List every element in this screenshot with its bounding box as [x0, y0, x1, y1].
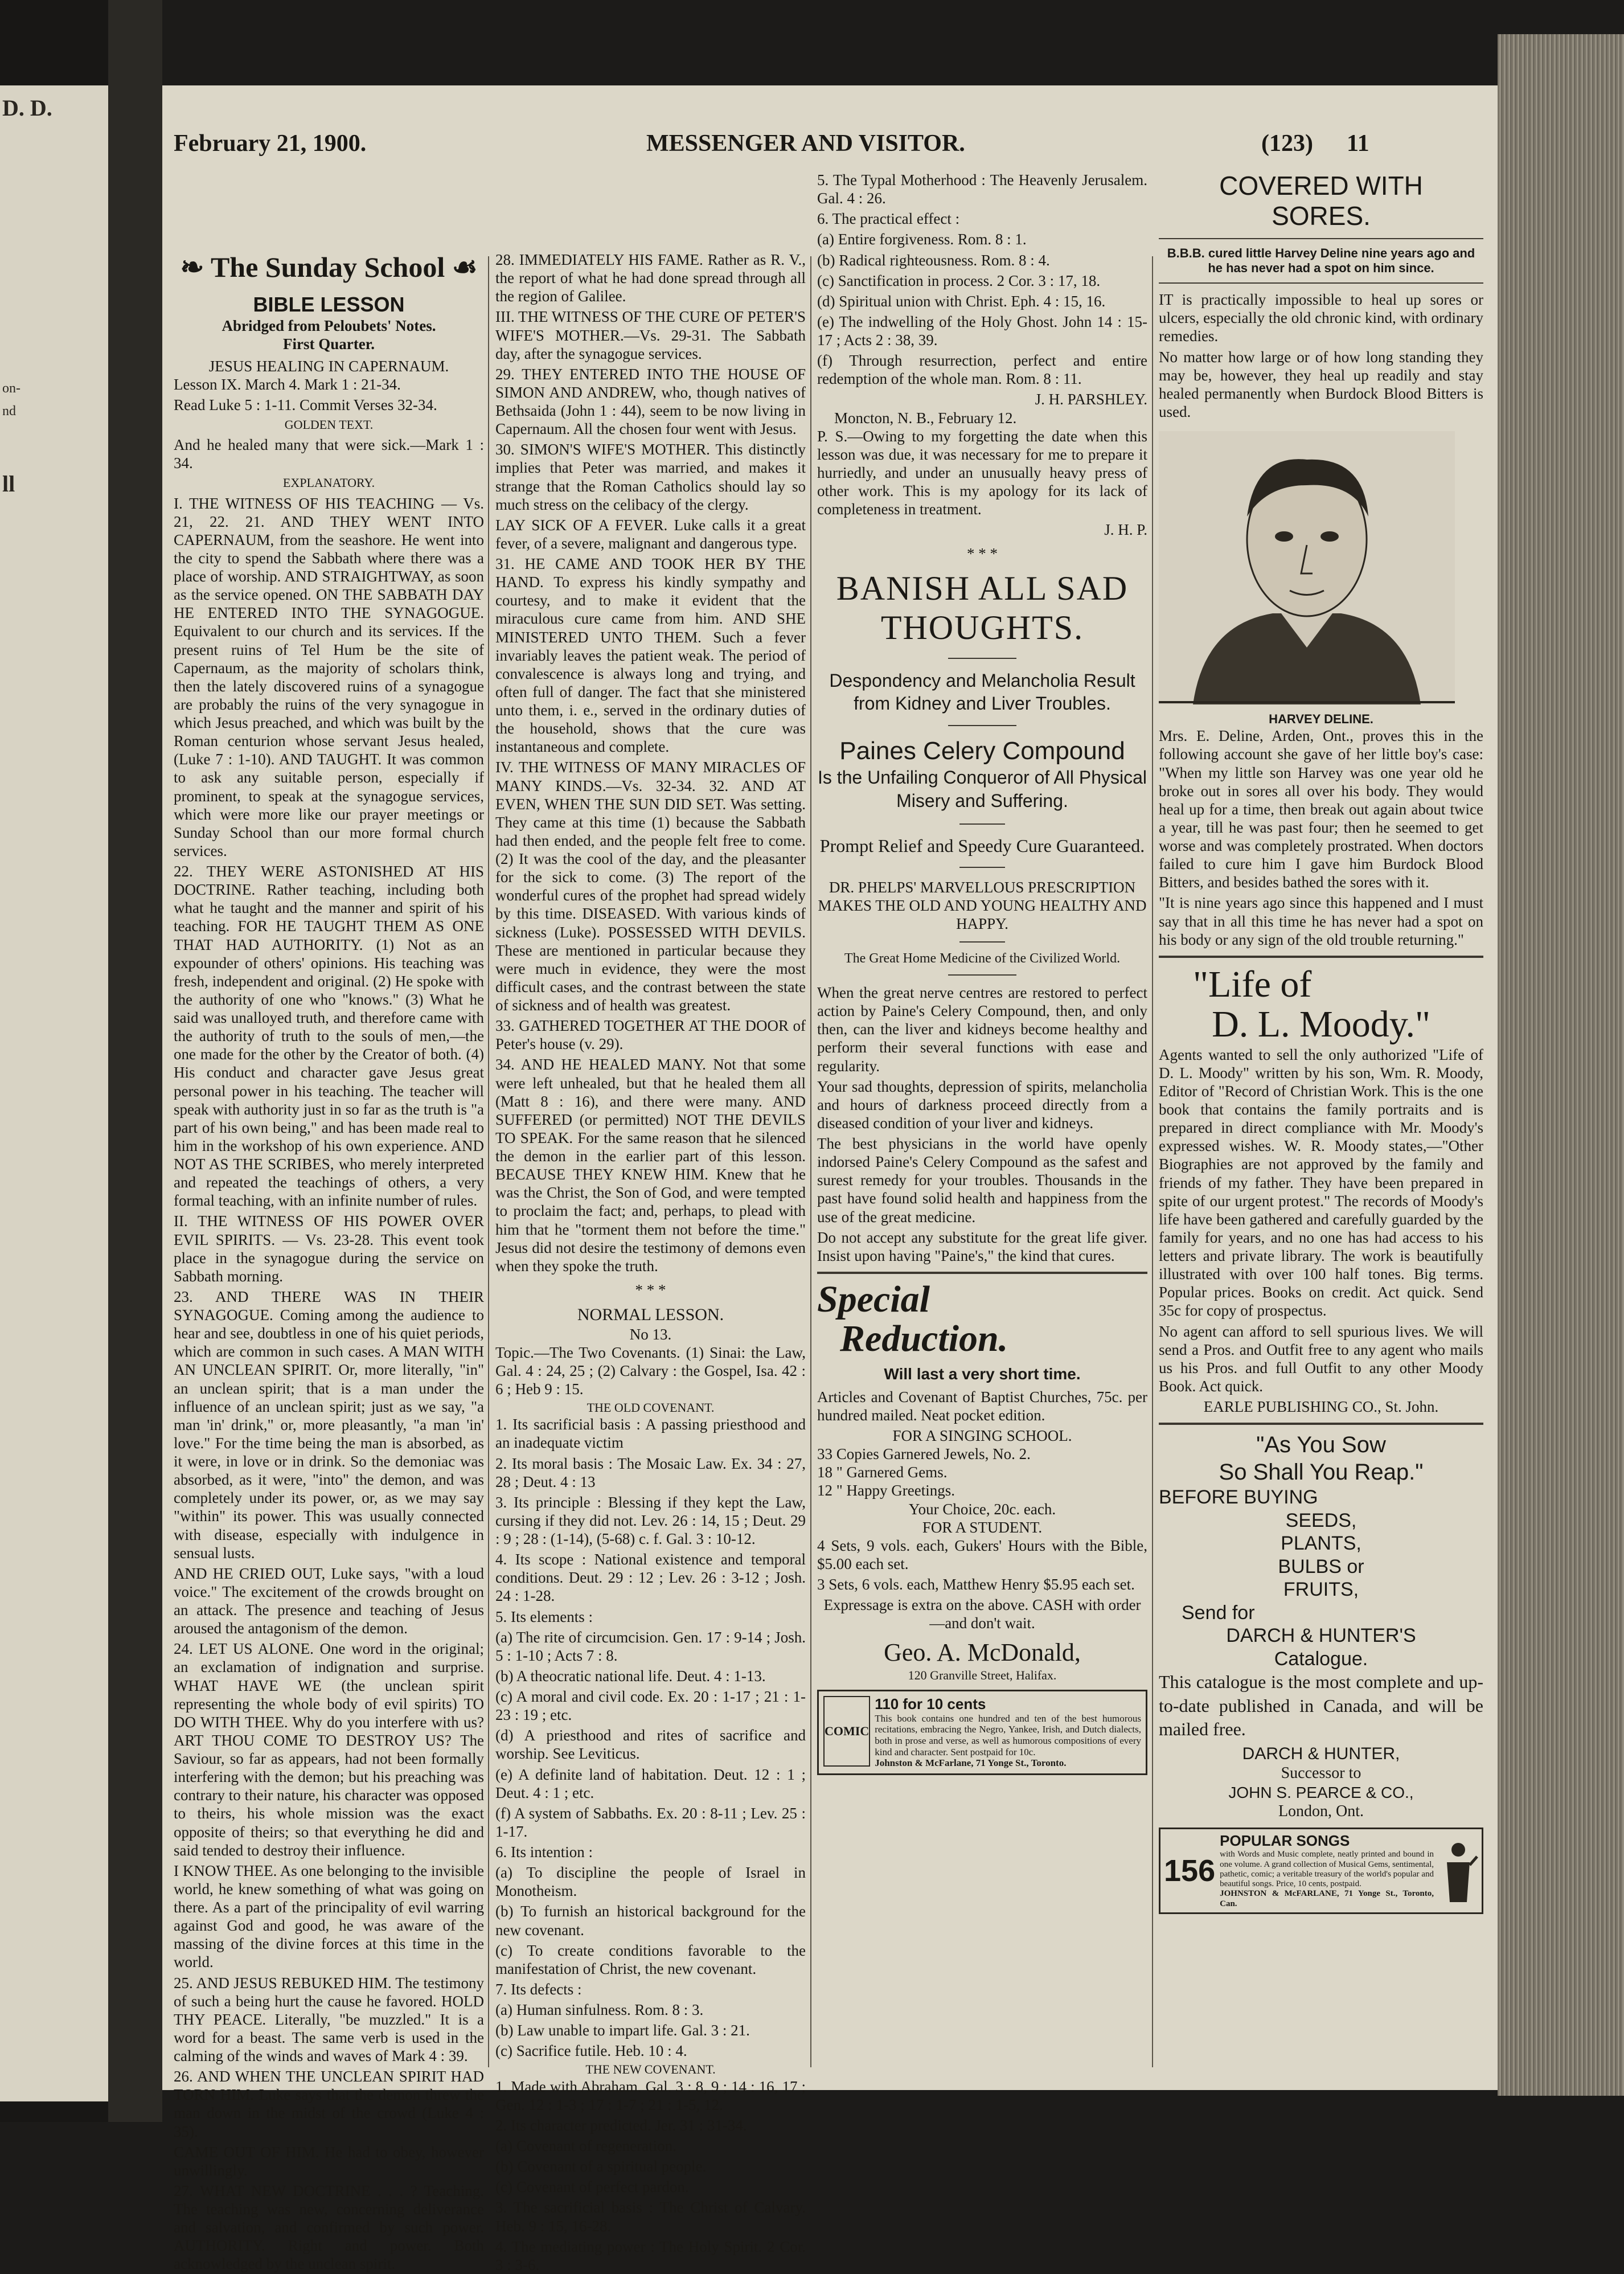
- list-item: 3. The sacrificial basis : The Christ of Calvary. Heb. 9 : 15, 16-28.: [495, 2199, 806, 2235]
- seed-ad-line: FRUITS,: [1283, 1579, 1359, 1601]
- seed-ad-line: DARCH & HUNTER'S: [1226, 1625, 1416, 1647]
- section-title: ❧ The Sunday School ☙: [180, 251, 478, 283]
- boy-portrait-illustration: [1159, 431, 1455, 704]
- list-item: 1. Made with Abraham. Gal. 3 : 8, 9 ; 14 : 16, 17 ; Gen. 12 : 1-3 ; 17 : 1-7 ; 21 : 1-5, 12.: [495, 2078, 806, 2113]
- list-item: 2. Its moral basis : The Mosaic Law. Ex. 34 : 27, 28 ; Deut. 4 : 13: [495, 1454, 806, 1490]
- divider: [948, 725, 1016, 726]
- paragraph: III. THE WITNESS OF THE CURE OF PETER'S WIFE'S MOTHER.—Vs. 29-31. The Sabbath day, after the synagogue services.: [495, 308, 806, 362]
- location: London, Ont.: [1278, 1802, 1364, 1821]
- ad-body: The best physicians in the world have openly indorsed Paine's Celery Compound as the safest and surest remedy for your troubles. Thousands in the past have found solid health and happiness from the use of the great medicine.: [817, 1135, 1147, 1226]
- list-item: (b) To furnish an historical background for the new covenant.: [495, 1903, 806, 1939]
- sow-title: "As You Sow: [1256, 1432, 1386, 1458]
- singing-item: 12 " Happy Greetings.: [817, 1482, 955, 1499]
- list-item: (f) A system of Sabbaths. Ex. 20 : 8-11 ; Lev. 25 : 1-17.: [495, 1804, 806, 1840]
- postscript-signature: J. H. P.: [1104, 521, 1147, 539]
- list-item: 1. Its sacrificial basis : A passing priesthood and an inadequate victim: [495, 1416, 806, 1452]
- ad-intro: IT is practically impossible to heal up sores or ulcers, especially the old chronic kind, with ordinary remedies.: [1159, 291, 1483, 345]
- list-item: (d) A priesthood and rites of sacrifice and worship. See Leviticus.: [495, 1727, 806, 1763]
- songs-number: 156: [1164, 1853, 1216, 1888]
- comic-ad-body: This book contains one hundred and ten of the best humorous recitations, embracing the Negro, Yankee, Irish, and Dutch dialects, both in prose and verse, as well as humorous compositions of every kind and character. Sent postpaid for 10c.: [875, 1712, 1141, 1757]
- moody-title: "Life of: [1193, 963, 1312, 1005]
- list-item: 2. Its character predicted. Jer. 31 : 31-34.: [495, 2116, 747, 2134]
- singing-heading: FOR A SINGING SCHOOL.: [892, 1427, 1072, 1445]
- paragraph: 23. AND THERE WAS IN THEIR SYNAGOGUE. Coming among the audience to hear and see, doubtless in one of his quiet periods, which are common in such cases. A MAN WITH AN UNCLEAN SPIRIT. Or, more literally, "in" an unclean spirit; that is a man under the influence of an unclean spirit; just as we say, "a man 'in' drink," or, more pleasantly, "a man 'in' love." For the time being the man is absorbed, as it were, in love or in drink. So the demoniac was absorbed, as it were, "into" the demon, and was completely under its power, or, as we may say "within" its power. This was usually connected with disease, especially with indulgence in sensual lusts.: [174, 1288, 484, 1562]
- paragraph: II. THE WITNESS OF HIS POWER OVER EVIL SPIRITS. — Vs. 23-28. This event took place in the synagogue during the service on Sabbath morning.: [174, 1212, 484, 1285]
- list-item: 7. Its defects :: [495, 1980, 582, 1998]
- paragraph: 31. HE CAME AND TOOK HER BY THE HAND. To express his kindly sympathy and courtesy, and to make it evident that the miraculous cure came from him. AND SHE MINISTERED UNTO THEM. Such a fever invariably leaves the patient weak. The period of convalescence is always long and trying, and often full of danger. The fact that she ministered unto them, i. e., served in the ordinary duties of the household, shows that the cure was instantaneous and complete.: [495, 555, 806, 756]
- ad-subtitle: B.B.B. cured little Harvey Deline nine years ago and he has never had a spot on him since.: [1167, 245, 1475, 275]
- divider: [817, 1272, 1147, 1274]
- pearce-name: JOHN S. PEARCE & CO.,: [1228, 1783, 1414, 1801]
- ornament-icon: ❧: [180, 251, 211, 283]
- moody-body: No agent can afford to sell spurious lives. We will send a Pros. and Outfit free to any agent who mails us his Pros. and full Outfit to any other Moody Book. Act quick.: [1159, 1322, 1483, 1395]
- list-item: (c) Sanctification in process. 2 Cor. 3 : 17, 18.: [817, 272, 1101, 289]
- list-item: (b) Covenant of a spiritual people.: [495, 2158, 707, 2175]
- moody-title: D. L. Moody.": [1212, 1003, 1430, 1046]
- ornament-icon: ☙: [445, 251, 478, 283]
- ad-headline: BANISH ALL SAD THOUGHTS.: [836, 569, 1129, 646]
- comic-ad-headline: 110 for 10 cents: [875, 1695, 986, 1712]
- list-item: 4. Its scope : National existence and temporal conditions. Deut. 29 : 12 ; Lev. 26 : 3-12 ; Josh. 24 : 1-28.: [495, 1551, 806, 1605]
- songs-publisher: JOHNSTON & McFARLANE, 71 Yonge St., Toronto, Can.: [1220, 1889, 1434, 1908]
- paragraph: 34. AND HE HEALED MANY. Not that some were left unhealed, but that he healed them all (Matt 8 : 16), and there were many. AND SUFFERED (or permitted) NOT THE DEVILS TO SPEAK. For the same reason that he silenced the demon in the earlier part of this lesson. BECAUSE THEY KNEW HIM. Knew that he was the Christ, the Son of God, and were tempted to proclaim the fact; and, perhaps, to plead with him that he "torment them not before the time." Jesus did not desire the testimony of demons even when they spoke the truth.: [495, 1056, 806, 1275]
- column-2: [495, 251, 806, 2273]
- lesson-title: BIBLE LESSON: [253, 292, 405, 316]
- list-item: 4. The mediating power : The Holy Spirit. 2 Cor. 3 : 3-6.: [495, 2238, 806, 2273]
- seller-address: 120 Granville Street, Halifax.: [908, 1667, 1057, 1682]
- list-item: (d) Spiritual union with Christ. Eph. 4 : 15, 16.: [817, 292, 1106, 310]
- list-item: (b) Radical righteousness. Rom. 8 : 4.: [817, 251, 1050, 269]
- paragraph: 26. AND WHEN THE UNCLEAN SPIRIT HAD TORN HIM. Luke says that the demon threw the man down in the midst of the crowd (Luke 4 : 35).: [174, 2068, 484, 2140]
- previous-page-strip: [0, 85, 108, 2101]
- divider: [948, 658, 1016, 659]
- prev-fragment: nd: [2, 404, 16, 419]
- column-1: [174, 251, 484, 2273]
- paragraph: 28. IMMEDIATELY HIS FAME. Rather as R. V., the report of what he had done spread through all the region of Galilee.: [495, 251, 806, 305]
- paragraph: 29. THEY ENTERED INTO THE HOUSE OF SIMON AND ANDREW, who, though natives of Bethsaida (John 1 : 44), seem to be now living in Capernaum. All the chosen four went with Jesus.: [495, 365, 806, 438]
- divider: [1159, 238, 1483, 239]
- student-item: 4 Sets, 9 vols. each, Gukers' Hours with the Bible, $5.00 each set.: [817, 1537, 1147, 1572]
- ad-product: Paines Celery Compound: [839, 736, 1125, 765]
- list-item: (a) Entire forgiveness. Rom. 8 : 1.: [817, 231, 1027, 248]
- divider: [1159, 282, 1483, 284]
- list-item: 5. The Typal Motherhood : The Heavenly Jerusalem. Gal. 4 : 26.: [817, 171, 1147, 207]
- list-item: (a) To discipline the people of Israel in Monotheism.: [495, 1864, 806, 1900]
- ad-body: Do not accept any substitute for the great life giver. Insist upon having "Paine's," the kind that cures.: [817, 1228, 1147, 1264]
- prev-fragment: on-: [2, 381, 20, 396]
- comic-book-icon: COMIC: [823, 1696, 870, 1767]
- old-covenant-heading: THE OLD COVENANT.: [587, 1400, 715, 1415]
- seed-ad-line: SEEDS,: [1285, 1509, 1357, 1531]
- moody-publisher: EARLE PUBLISHING CO., St. John.: [1203, 1398, 1439, 1416]
- list-item: (a) Covenant of regeneration.: [495, 2137, 676, 2155]
- singing-item: 18 " Garnered Gems.: [817, 1464, 948, 1481]
- new-covenant-heading: THE NEW COVENANT.: [585, 2062, 716, 2077]
- portrait-caption: HARVEY DELINE.: [1269, 712, 1373, 727]
- ad-claim: Is the Unfailing Conqueror of All Physical Misery and Suffering.: [817, 767, 1147, 812]
- column-rule: [1152, 256, 1153, 2067]
- column-4: [1159, 171, 1483, 2084]
- paragraph: I. THE WITNESS OF HIS TEACHING — Vs. 21, 22. 21. AND THEY WENT INTO CAPERNAUM, from the seashore. He went into the city to spend the Sabbath where there was a place of worship. AND STRAIGHTWAY, as soon as the service opened. ON THE SABBATH DAY HE ENTERED INTO THE SYNAGOGUE. Equivalent to our church and its services. If the present ruins of Tel Hum be the site of Capernaum, as the majority of scholars think, then the lately discovered ruins of a synagogue are probably the ruins of the very synagogue in which Jesus preached, and which was built by the Roman centurion whose servant Jesus healed, (Luke 7 : 1-10). AND TAUGHT. It was common to ask any suitable person, especially if prominent, to speak at the synagogue services, which were more like our prayer meetings or Sunday School than our more formal church services.: [174, 494, 484, 859]
- normal-lesson-title: NORMAL LESSON.: [577, 1305, 724, 1324]
- paragraph: 30. SIMON'S WIFE'S MOTHER. This distinctly implies that Peter was married, and makes it strange that the Roman Catholics should lay so much stress on the celibacy of the clergy.: [495, 441, 806, 513]
- list-item: 3. Its principle : Blessing if they kept the Law, cursing if they did not. Lev. 26 : 14, 15 ; Deut. 29 : 9 ; 28 : (1-14), (5-68) c. f. Gal. 3 : 10-12.: [495, 1493, 806, 1548]
- header-date: February 21, 1900.: [174, 130, 367, 157]
- list-item: (c) Sacrifice futile. Heb. 10 : 4.: [495, 2042, 687, 2060]
- ad-title: COVERED WITH: [1219, 171, 1423, 200]
- seller-name: Geo. A. McDonald,: [884, 1638, 1081, 1667]
- seed-ad-line: Send for: [1182, 1601, 1255, 1624]
- column-3: [817, 171, 1147, 2084]
- divider: [959, 941, 1005, 943]
- special-title: Special: [817, 1278, 930, 1320]
- comic-ad-publisher: Johnston & McFarlane, 71 Yonge St., Toronto.: [875, 1757, 1067, 1769]
- postscript: P. S.—Owing to my forgetting the date when this lesson was due, it was necessary for me to prepare it hurriedly, and under an unusually heavy press of other work. This is my apology for its lack of completeness in treatment.: [817, 427, 1147, 518]
- list-item: 5. Its elements :: [495, 1608, 593, 1625]
- divider: [959, 823, 1005, 825]
- golden-text-heading: GOLDEN TEXT.: [284, 417, 374, 432]
- book-page-edges: [1498, 34, 1624, 2096]
- paragraph: CAME OUT OF HIM. He had to obey, however unwillingly.: [174, 2143, 484, 2179]
- signature: J. H. PARSHLEY.: [1035, 391, 1147, 408]
- paragraph: I KNOW THEE. As one belonging to the invisible world, he knew something of what was going on there. As a part of the principality of evil warring against God and good, he was aware of the massing of the divine forces at this time in the world.: [174, 1862, 484, 1971]
- seed-ad-line: BEFORE BUYING: [1159, 1486, 1318, 1509]
- prev-fragment: ll: [2, 471, 15, 497]
- divider: [959, 867, 1005, 868]
- articles-offer: Articles and Covenant of Baptist Churches, 75c. per hundred mailed. Neat pocket edition.: [817, 1388, 1147, 1424]
- list-item: (e) The indwelling of the Holy Ghost. John 14 : 15-17 ; Acts 2 : 38, 39.: [817, 313, 1147, 349]
- ad-title: SORES.: [1272, 200, 1371, 231]
- catalogue-body: This catalogue is the most complete and up-to-date published in Canada, and will be mailed free.: [1159, 1671, 1483, 1740]
- divider: [1159, 956, 1483, 958]
- list-item: (a) The rite of circumcision. Gen. 17 : 9-14 ; Josh. 5 : 1-10 ; Acts 7 : 8.: [495, 1628, 806, 1664]
- section-stars: * * *: [635, 1281, 666, 1298]
- songs-title: POPULAR SONGS: [1220, 1832, 1350, 1850]
- paragraph: IV. THE WITNESS OF MANY MIRACLES OF MANY KINDS.—Vs. 32-34. 32. AND AT EVEN, WHEN THE SUN DID SET. Was setting. They came at this time (1) because the Sabbath had then ended, and the people felt free to come. (2) It was the cool of the day, and the pleasanter for the sick to come. (3) The report of the wonderful cures of the prophet had spread widely by this time. DISEASED. With various kinds of sickness (Luke). POSSESSED WITH DEVILS. These are mentioned in particular because they were much in evidence, they were the most difficult cases, and the contrast between the state of sickness and of health was greatest.: [495, 759, 806, 1014]
- topic: Topic.—The Two Covenants. (1) Sinai: the Law, Gal. 4 : 24, 25 ; (2) Calvary : the Gospel, Isa. 42 : 6 ; Heb 9 : 15.: [495, 1343, 806, 1398]
- golden-text: And he healed many that were sick.—Mark 1 : 34.: [174, 436, 484, 472]
- lesson-subject: JESUS HEALING IN CAPERNAUM.: [208, 357, 449, 375]
- book-spine: [108, 0, 162, 2122]
- list-item: 6. The practical effect :: [817, 210, 960, 228]
- newspaper-page: [162, 85, 1498, 2273]
- seed-ad-line: PLANTS,: [1281, 1533, 1361, 1555]
- special-subtitle: Will last a very short time.: [884, 1365, 1081, 1383]
- testimony: Mrs. E. Deline, Arden, Ont., proves this in the following account she gave of her little boy's case: "When my little son Harvey was one year old he broke out in sores all over his body. They would heal up for a time, then break out again about twice a year, till he was past four; then he seemed to get worse and was completely prostrated. When doctors failed to cure him I gave him Burdock Blood Bitters, and besides bathed the sores with it.: [1159, 727, 1483, 891]
- expressage-note: Expressage is extra on the above. CASH with order—and don't wait.: [823, 1596, 1141, 1632]
- divider: [1159, 1423, 1483, 1425]
- paragraph: LAY SICK OF A FEVER. Luke calls it a great fever, of a severe, malignant and dangerous type.: [495, 516, 806, 552]
- testimony: "It is nine years ago since this happened and I must say that in all this time he has never had a spot on his body or any sign of the old trouble returning.": [1159, 894, 1483, 948]
- paragraph: AND HE CRIED OUT, Luke says, "with a loud voice." The excitement of the crowds brought on an attack. The presence and teaching of Jesus aroused the antagonism of the demon.: [174, 1564, 484, 1637]
- paragraph: 25. AND JESUS REBUKED HIM. The testimony of such a being hurt the cause he favored. HOLD THY PEACE. Literally, "be muzzled." It is a word for a beast. The same verb is used in the calming of the winds and waves of Mark 4 : 39.: [174, 1974, 484, 2065]
- explanatory-heading: EXPLANATORY.: [282, 476, 375, 490]
- divider: [948, 974, 1016, 976]
- ad-relief: Prompt Relief and Speedy Cure Guaranteed.: [819, 835, 1145, 857]
- column-rule: [810, 256, 811, 2067]
- paragraph: 22. THEY WERE ASTONISHED AT HIS DOCTRINE. Rather teaching, including both what he taught and the manner and spirit of his teaching. FOR HE TAUGHT THEM AS ONE THAT HAD AUTHORITY. (1) Not as an expounder of others' opinions. His teaching was fresh, independent and original. (2) He spoke with the authority of one who "knows." (3) What he said was unalloyed truth, and therefore came with the authority of truth to the souls of men,—the one made for the other by the Creator of both. (4) His conduct and character gave Jesus great personal power in his teaching. The teacher will speak with authority just in so far as the truth is "a part of his own being," and has been made real to him in the workshop of his own experience. AND NOT AS THE SCRIBES, who merely interpreted and repeated the teachings of others, a very formal teaching, with an infinite number of rules.: [174, 863, 484, 1210]
- singer-figure-icon: [1438, 1839, 1478, 1902]
- prev-fragment: D. D.: [2, 95, 52, 121]
- normal-lesson-number: No 13.: [629, 1325, 672, 1343]
- list-item: (f) Through resurrection, perfect and entire redemption of the whole man. Rom. 8 : 11.: [817, 352, 1147, 388]
- ad-intro: No matter how large or of how long standing they may be, however, they heal up readily and stay healed permanently when Burdock Blood Bitters is used.: [1159, 348, 1483, 420]
- singing-price: Your Choice, 20c. each.: [908, 1500, 1056, 1518]
- sow-title: So Shall You Reap.": [1219, 1459, 1424, 1485]
- ad-body: When the great nerve centres are restored to perfect action by Paine's Celery Compound, then, and only then, can the liver and kidneys become healthy and perform their several functions with ease and regularity.: [817, 984, 1147, 1075]
- section-stars: * * *: [967, 545, 998, 563]
- songs-body: with Words and Music complete, neatly printed and bound in one volume. A grand collection of Musical Gems, sentimental, pathetic, comic; a veritable treasury of the world's popular and beautiful songs. Price, 10 cents, postpaid.: [1220, 1850, 1434, 1889]
- header-page-number: (123): [1261, 130, 1313, 157]
- list-item: (b) Law unable to impart life. Gal. 3 : 21.: [495, 2022, 750, 2039]
- seed-ad-line: BULBS or: [1278, 1555, 1364, 1578]
- songs-ad: [1159, 1828, 1483, 1914]
- moody-body: Agents wanted to sell the only authorized "Life of D. L. Moody" written by his son, Wm. R. Moody, Editor of "Record of Christian Work. This is the one book that contains the family portraits and is prepared in direct compliance with Mr. Moody's expressed wishes. W. R. Moody states,—"Other Biographies are not approved by the family and friends of my father. They have been prepared in spite of our urgent protest." The records of Moody's life have been gathered and carefully guarded by the family for years, and no one has had access to his letters and private library. The work is beautifully illustrated with over 100 half tones. Big terms. Popular prices. Books on credit. Act quick. Send 35c for copy of prospectus.: [1159, 1046, 1483, 1320]
- abridged-note: Abridged from Peloubets' Notes.: [222, 317, 436, 335]
- header-title: MESSENGER AND VISITOR.: [646, 130, 965, 157]
- read-reference: Read Luke 5 : 1-11. Commit Verses 32-34.: [174, 396, 437, 413]
- firm-name: DARCH & HUNTER,: [1242, 1744, 1400, 1763]
- list-item: (a) Human sinfulness. Rom. 8 : 3.: [495, 2001, 704, 2019]
- student-heading: FOR A STUDENT.: [922, 1518, 1043, 1536]
- singing-item: 33 Copies Garnered Jewels, No. 2.: [817, 1445, 1031, 1463]
- seed-ad-line: Catalogue.: [1274, 1648, 1368, 1670]
- ad-body: Your sad thoughts, depression of spirits, melancholia and hours of darkness proceed directly from a diseased condition of your liver and kidneys.: [817, 1077, 1147, 1132]
- paragraph: 33. GATHERED TOGETHER AT THE DOOR of Peter's house (v. 29).: [495, 1017, 806, 1053]
- ad-subheadline: Despondency and Melancholia Result from Kidney and Liver Troubles.: [829, 670, 1135, 714]
- list-item: (c) A moral and civil code. Ex. 20 : 1-17 ; 21 : 1-23 : 19 ; etc.: [495, 1688, 806, 1724]
- paragraph: 27. WHAT NEW DOCTRINE . . . ? Teaching. The teaching was new, concerning deliverance and salvation, and confirmed by such power. AUTHORITY. Right and power. Both acknowledged by the unclean spirit.: [174, 2182, 484, 2273]
- ad-phelps: DR. PHELPS' MARVELLOUS PRESCRIPTION MAKES THE OLD AND YOUNG HEALTHY AND HAPPY.: [818, 879, 1147, 933]
- header-folio: 11: [1347, 130, 1369, 157]
- column-rule: [488, 256, 489, 2067]
- list-item: (b) A theocratic national life. Deut. 4 : 1-13.: [495, 1667, 766, 1685]
- lesson-reference: Lesson IX. March 4. Mark 1 : 21-34.: [174, 375, 401, 393]
- list-item: (c) Covenant of perfect pardon.: [495, 2178, 689, 2196]
- comic-book-ad: [817, 1690, 1147, 1775]
- reduction-title: Reduction.: [840, 1317, 1008, 1359]
- dateline: Moncton, N. B., February 12.: [834, 409, 1017, 427]
- successor-note: Successor to: [1281, 1764, 1361, 1783]
- ad-home-medicine: The Great Home Medicine of the Civilized World.: [844, 950, 1121, 966]
- list-item: (c) To create conditions favorable to the manifestation of Christ, the new covenant.: [495, 1941, 806, 1977]
- list-item: 6. Its intention :: [495, 1843, 593, 1861]
- list-item: (e) A definite land of habitation. Deut. 12 : 1 ; Deut. 4 : 1 ; etc.: [495, 1765, 806, 1801]
- quarter: First Quarter.: [283, 335, 375, 353]
- student-item: 3 Sets, 6 vols. each, Matthew Henry $5.95 each set.: [817, 1576, 1135, 1593]
- paragraph: 24. LET US ALONE. One word in the original; an exclamation of indignation and surprise. WHAT HAVE WE (the unclean spirit representing the whole body of evil spirits) TO DO WITH THEE. Why do you interfere with us? ART THOU COME TO DESTROY US? The Saviour, so far as appears, had not been formally interfering with the demon; but his preaching was contrary to their nature, his character was opposed to theirs, his whole mission was the exact opposite of theirs; so that everything he did and said tended to destroy their influence.: [174, 1640, 484, 1859]
